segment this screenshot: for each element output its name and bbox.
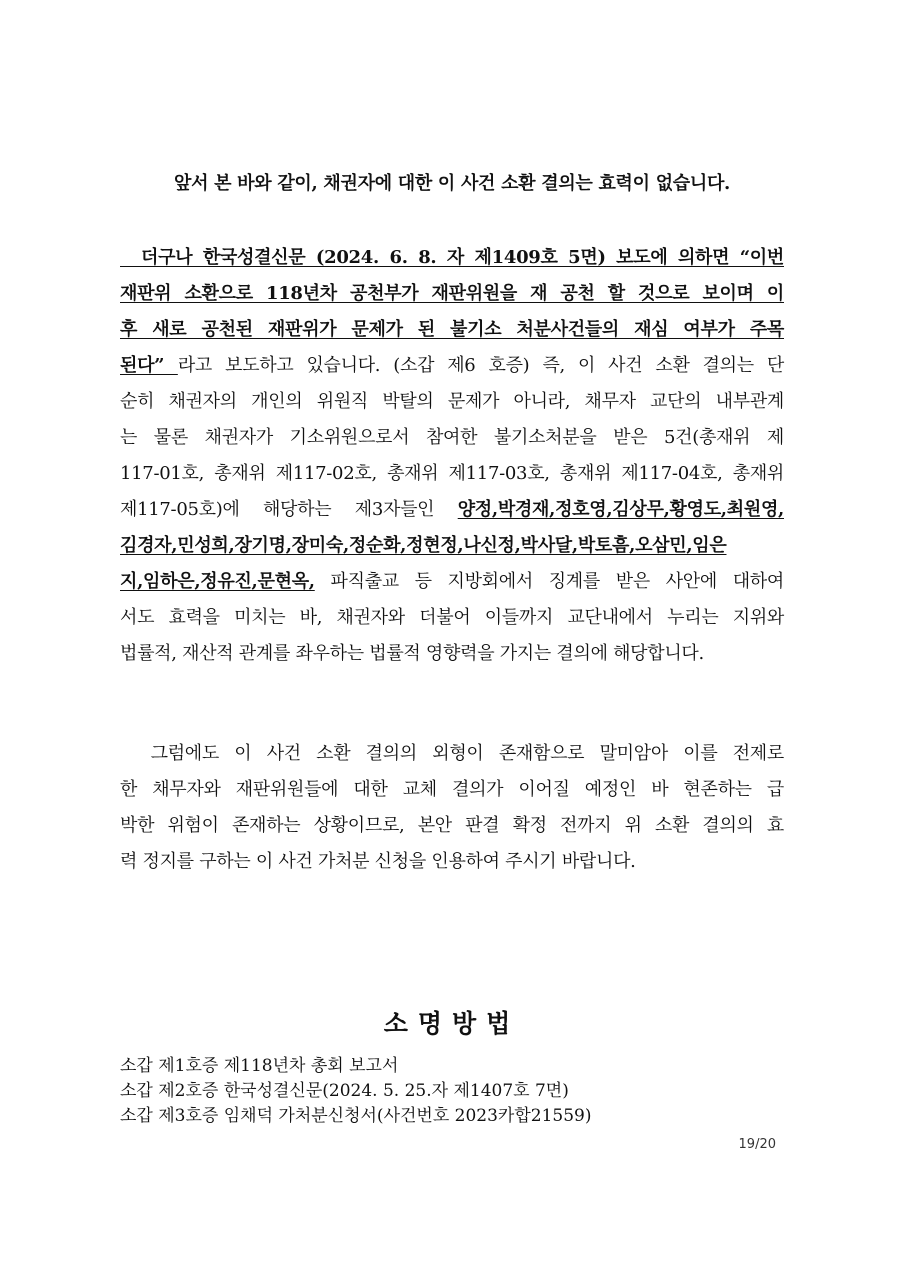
evidence-list	[120, 1054, 784, 1129]
section-heading: 소명방법	[383, 1009, 521, 1038]
names-list: 김경자,민성희,장기명,장미숙,정순화,정현정,나신정,박사달,박토흠,오삼민,임은	[120, 535, 727, 556]
text-segment: 파직출교 등 지방회에서 징계를 받은 사안에 대하여	[314, 571, 784, 592]
quoted-text: 된다”	[120, 355, 178, 376]
text-line: 재판위 소환으로 118년차 공천부가 재판위원을 재 공천 할 것으로 보이며 이	[120, 283, 784, 304]
text-line: 117-01호, 총재위 제117-02호, 총재위 제117-03호, 총재위 제117-04호, 총재위	[120, 463, 784, 484]
text-line: 법률적, 재산적 관계를 좌우하는 법률적 영향력을 가지는 결의에 해당합니다.	[120, 643, 704, 664]
page-number: 19/20	[738, 1137, 776, 1152]
text-line	[120, 348, 784, 384]
text-line	[120, 492, 784, 528]
text-line: 박한 위험이 존재하는 상황이므로, 본안 판결 확정 전까지 위 소환 결의의 효	[120, 815, 784, 836]
evidence-item: 소갑 제1호증 제118년차 총회 보고서	[120, 1056, 399, 1076]
names-list: 양정,박경재,정호영,김상무,황영도,최원영,	[457, 499, 784, 520]
text-line: 서도 효력을 미치는 바, 채권자와 더불어 이들까지 교단내에서 누리는 지위와	[120, 607, 784, 628]
evidence-item: 소갑 제3호증 임채덕 가처분신청서(사건번호 2023카합21559)	[120, 1106, 592, 1126]
text-line: 한 채무자와 재판위원들에 대한 교체 결의가 이어질 예정인 바 현존하는 급	[120, 779, 784, 800]
text-line	[120, 564, 784, 600]
text-line: 는 물론 채권자가 기소위원으로서 참여한 불기소처분을 받은 5건(총재위 제	[120, 427, 784, 448]
text-line: 앞서 본 바와 같이, 채권자에 대한 이 사건 소환 결의는 효력이 없습니다.	[173, 173, 731, 194]
names-list: 지,임하은,정유진,문현옥,	[120, 571, 315, 592]
text-line: 그럼에도 이 사건 소환 결의의 외형이 존재함으로 말미암아 이를 전제로	[120, 743, 784, 764]
paragraph-request	[120, 736, 784, 880]
text-line: 후 새로 공천된 재판위가 문제가 된 불기소 처분사건들의 재심 여부가 주목	[120, 319, 784, 340]
paragraph-conclusion	[120, 166, 784, 202]
evidence-item: 소갑 제2호증 한국성결신문(2024. 5. 25.자 제1407호 7면)	[120, 1081, 569, 1101]
text-line: 순히 채권자의 개인의 위원직 박탈의 문제가 아니라, 채무자 교단의 내부관계	[120, 391, 784, 412]
text-segment: 제117-05호)에 해당하는 제3자들인	[120, 499, 458, 520]
text-line: 력 정지를 구하는 이 사건 가처분 신청을 인용하여 주시기 바랍니다.	[120, 851, 636, 872]
text-line: 더구나 한국성결신문 (2024. 6. 8. 자 제1409호 5면) 보도에 의하면 “이번	[120, 247, 784, 268]
paragraph-newspaper-report	[120, 240, 784, 672]
text-segment: 라고 보도하고 있습니다. (소갑 제6 호증) 즉, 이 사건 소환 결의는 단	[177, 355, 784, 376]
